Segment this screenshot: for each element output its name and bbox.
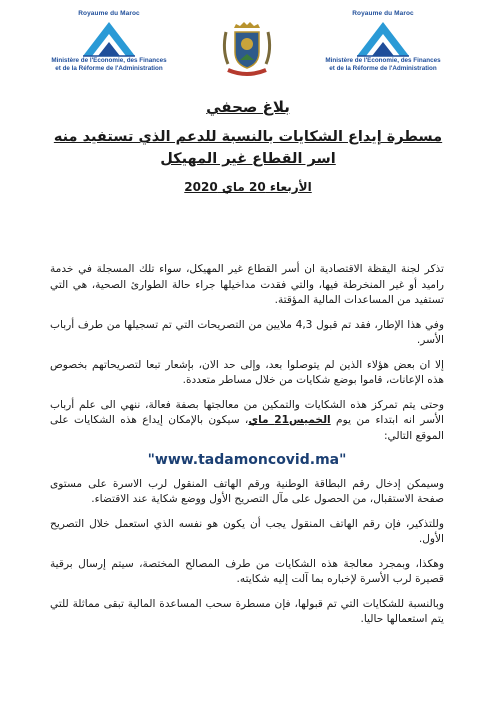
release-date: الأربعاء 20 ماي 2020 (184, 180, 312, 194)
paragraph-7: وهكذا، وبمجرد معالجة هذه الشكايات من طرف المصالح المختصة، سيتم إرسال برقية قصيرة لرب الأسرة لإخباره بما آلت إليه شكايته. (50, 557, 444, 585)
paragraph-1: تذكر لجنة اليقظة الاقتصادية ان أسر القطاع غير المهيكل، سواء تلك المسجلة في خدمة راميد أو غير المنخرطة فيها، والتي فقدت مداخيلها جراء حالة الطوارئ الصحية، هي التي تستفيد من المساعدات المالية المؤقتة. (50, 263, 444, 306)
ministry-name-left-line1: Ministère de l'Economie, des Finances (51, 57, 167, 64)
coat-of-arms-icon (220, 20, 274, 80)
paragraph-4-text-start: وحتى يتم تمركز هذه الشكايات والتمكين من معالجتها بصفة فعالة، ننهي الى علم أرباب الأسر انه ابتداء من يوم (50, 398, 444, 426)
highlighted-date: الخميس21 ماي (248, 414, 331, 426)
ministry-name-right-line1: Ministère de l'Economie, des Finances (325, 57, 441, 64)
ministry-logo-icon (353, 19, 413, 57)
ministry-logo-left (44, 10, 174, 72)
ministry-name-right-line2: et de la Réforme de l'Administration (329, 64, 437, 72)
ministry-logo-icon (79, 19, 139, 57)
paragraph-4-text-end: ، سيكون بالإمكان إيداع هذه الشكايات على الموقع التالي: (50, 414, 444, 442)
page-title: بلاغ صحفي (206, 98, 290, 116)
paragraph-2: وفي هذا الإطار، فقد تم قبول 4,3 ملايين من التصريحات التي تم تسجيلها من طرف أرباب الأسر. (50, 318, 444, 346)
kingdom-label-left: Royaume du Maroc (78, 10, 140, 17)
paragraph-4 (50, 398, 444, 445)
letterhead (0, 0, 496, 92)
paragraph-5: وسيمكن إدخال رقم البطاقة الوطنية ورقم الهاتف المنقول لرب الاسرة على مستوى صفحة الاستقبال، من الحصول على مآل التصريح الأول ووضع شكاية عند الاقتضاء. (50, 477, 444, 505)
ministry-logo-right (318, 10, 448, 72)
ministry-name-left-line2: et de la Réforme de l'Administration (55, 64, 163, 72)
page-subtitle: مسطرة إيداع الشكايات بالنسبة للدعم الذي تستفيد منه اسر القطاع غير المهيكل (53, 129, 443, 167)
kingdom-label-right: Royaume du Maroc (352, 10, 414, 17)
press-release-body (50, 262, 444, 637)
website-url: "www.tadamoncovid.ma" (147, 452, 347, 468)
paragraph-8: وبالنسبة للشكايات التي تم قبولها، فإن مسطرة سحب المساعدة المالية تبقى مماثلة للتي يتم استعمالها حاليا. (50, 597, 444, 625)
press-release-heading (0, 98, 496, 194)
paragraph-3: إلا ان بعض هؤلاء الذين لم يتوصلوا بعد، وإلى حد الان، بإشعار تبعا لتصريحاتهم بخصوص هذه الإعانات، قاموا بوضع شكايات من خلال مساطر متعددة. (50, 358, 444, 386)
paragraph-6: وللتذكير، فإن رقم الهاتف المنقول يجب أن يكون هو نفسه الذي استعمل خلال التصريح الأول. (50, 517, 444, 545)
